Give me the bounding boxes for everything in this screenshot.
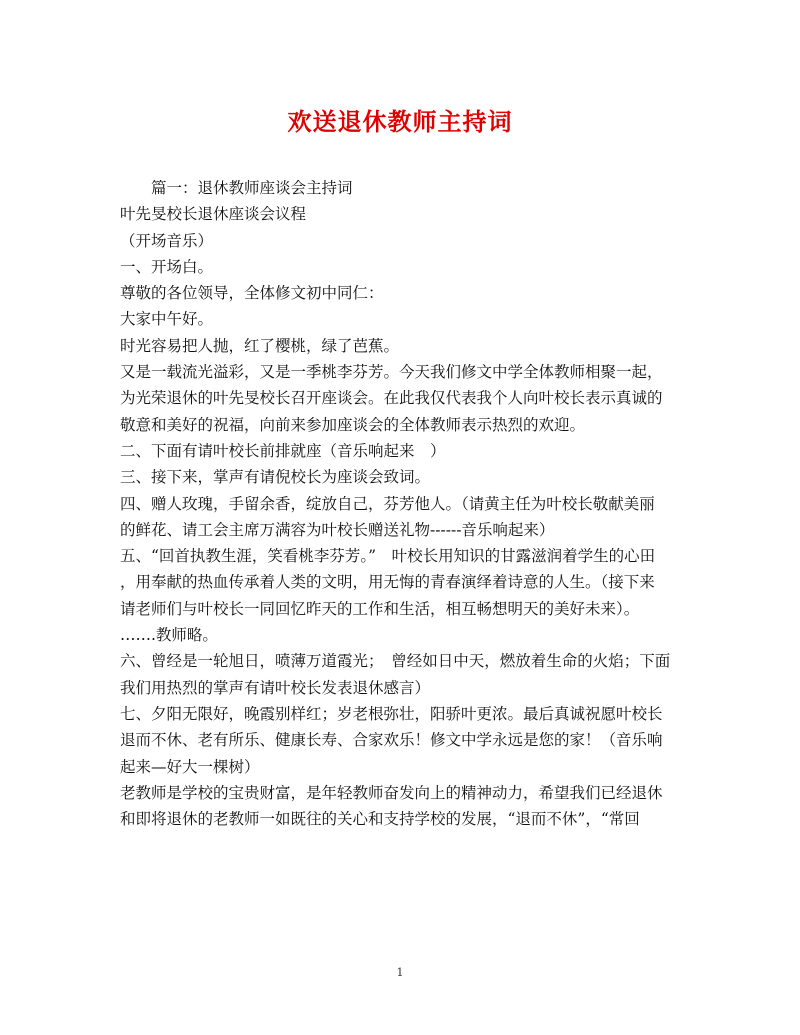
text-line: 退而不休、老有所乐、健康长寿、合家欢乐！修文中学永远是您的家！（音乐响 bbox=[120, 731, 663, 750]
text-line: 又是一载流光溢彩，又是一季桃李芬芳。今天我们修文中学全体教师相聚一起， bbox=[120, 363, 663, 382]
text-line: 五、“回首执教生涯，笑看桃李芬芳。” 叶校长用知识的甘露滋润着学生的心田 bbox=[120, 547, 656, 566]
text-line: 大家中午好。 bbox=[120, 310, 214, 329]
text-line: （开场音乐） bbox=[120, 231, 214, 250]
text-line: 和即将退休的老教师一如既往的关心和支持学校的发展，“退而不休”，“常回 bbox=[120, 810, 640, 829]
text-line: 敬意和美好的祝福，向前来参加座谈会的全体教师表示热烈的欢迎。 bbox=[120, 415, 586, 434]
document-title: 欢送退休教师主持词 bbox=[287, 107, 513, 136]
text-line: 三、接下来，掌声有请倪校长为座谈会致词。 bbox=[120, 468, 431, 487]
text-line: 的鲜花、请工会主席万满容为叶校长赠送礼物------音乐响起来） bbox=[120, 520, 555, 539]
text-line: ，用奉献的热血传承着人类的文明，用无悔的青春演绎着诗意的人生。（接下来 bbox=[120, 573, 655, 592]
text-line: 请老师们与叶校长一同回忆昨天的工作和生活，相互畅想明天的美好未来）。 bbox=[120, 599, 640, 618]
text-line: 七、夕阳无限好，晚霞别样红；岁老根弥壮，阳骄叶更浓。最后真诚祝愿叶校长 bbox=[120, 704, 663, 723]
text-line: 我们用热烈的掌声有请叶校长发表退休感言） bbox=[120, 678, 431, 697]
text-line: 尊敬的各位领导，全体修文初中同仁： bbox=[120, 284, 384, 303]
text-line: 起来—好大一棵树） bbox=[120, 757, 260, 776]
text-line: 老教师是学校的宝贵财富，是年轻教师奋发向上的精神动力，希望我们已经退休 bbox=[120, 783, 663, 802]
document-body bbox=[120, 175, 680, 832]
text-line: 为光荣退休的叶先旻校长召开座谈会。在此我仅代表我个人向叶校长表示真诚的 bbox=[120, 389, 663, 408]
text-line: …….教师略。 bbox=[120, 626, 218, 645]
text-line: 四、赠人玫瑰，手留余香，绽放自己，芬芳他人。（请黄主任为叶校长敬献美丽 bbox=[120, 494, 655, 513]
text-line: 时光容易把人抛，红了樱桃，绿了芭蕉。 bbox=[120, 336, 400, 355]
page-number: 1 bbox=[396, 966, 404, 979]
section-heading: 篇一：退休教师座谈会主持词 bbox=[151, 179, 353, 197]
text-line: 二、下面有请叶校长前排就座（音乐响起来 ） bbox=[120, 441, 446, 460]
text-line: 六、曾经是一轮旭日，喷薄万道霞光； 曾经如日中天，燃放着生命的火焰；下面 bbox=[120, 652, 671, 671]
text-line: 一、开场白。 bbox=[120, 257, 214, 276]
text-line: 叶先旻校长退休座谈会议程 bbox=[120, 205, 307, 224]
